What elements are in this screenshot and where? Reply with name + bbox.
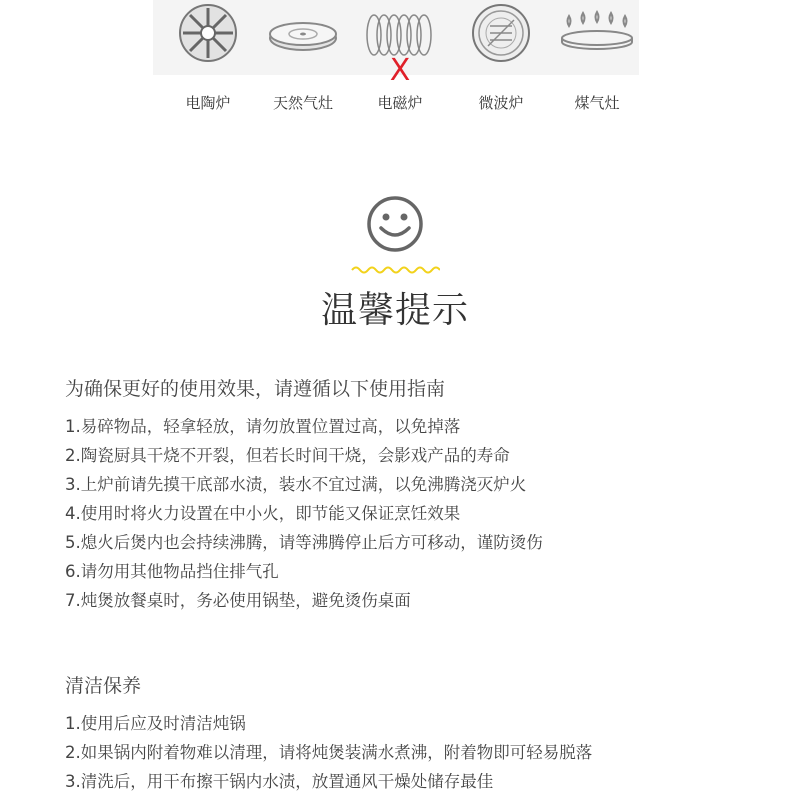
stove-label: 电陶炉: [185, 94, 231, 112]
incompatible-x-icon: X: [389, 53, 411, 88]
stove-label: 电磁炉: [377, 94, 423, 112]
stove-label: 微波炉: [478, 94, 524, 112]
care-list: [65, 709, 592, 796]
stove-gas-plate: [248, 0, 358, 118]
list-item: 6.请勿用其他物品挡住排气孔: [65, 562, 279, 581]
usage-guide-heading: 为确保更好的使用效果，请遵循以下使用指南: [65, 378, 446, 400]
gas-burner-icon: [557, 10, 637, 54]
stove-ceramic: [153, 0, 263, 118]
care-heading: 清洁保养: [65, 675, 142, 697]
ceramic-cooktop-icon: [177, 2, 239, 64]
usage-guide-list: [65, 412, 543, 615]
page-title: 温馨提示: [320, 290, 469, 331]
list-item: 3.上炉前请先摸干底部水渍，装水不宜过满，以免沸腾浇灭炉火: [65, 475, 527, 494]
gas-plate-icon: [267, 16, 339, 56]
list-item: 7.炖煲放餐桌时，务必使用锅垫，避免烫伤桌面: [65, 591, 411, 610]
list-item: 2.如果锅内附着物难以清理，请将炖煲装满水煮沸，附着物即可轻易脱落: [65, 743, 593, 762]
list-item: 1.使用后应及时清洁炖锅: [65, 714, 246, 733]
stove-gas-burner: [542, 0, 652, 118]
list-item: 5.熄火后煲内也会持续沸腾，请等沸腾停止后方可移动，谨防烫伤: [65, 533, 543, 552]
list-item: 1.易碎物品，轻拿轻放，请勿放置位置过高，以免掉落: [65, 417, 461, 436]
microwave-icon: [470, 2, 532, 64]
list-item: 3.清洗后，用干布擦干锅内水渍，放置通风干燥处储存最佳: [65, 772, 494, 791]
stove-microwave: [446, 0, 556, 118]
stove-label: 煤气灶: [574, 94, 620, 112]
list-item: 4.使用时将火力设置在中小火，即节能又保证烹饪效果: [65, 504, 461, 523]
stove-label: 天然气灶: [272, 94, 333, 112]
smiley-face-icon: [366, 195, 424, 253]
list-item: 2.陶瓷厨具干烧不开裂，但若长时间干烧，会影戏产品的寿命: [65, 446, 510, 465]
wavy-divider-icon: [350, 264, 440, 274]
